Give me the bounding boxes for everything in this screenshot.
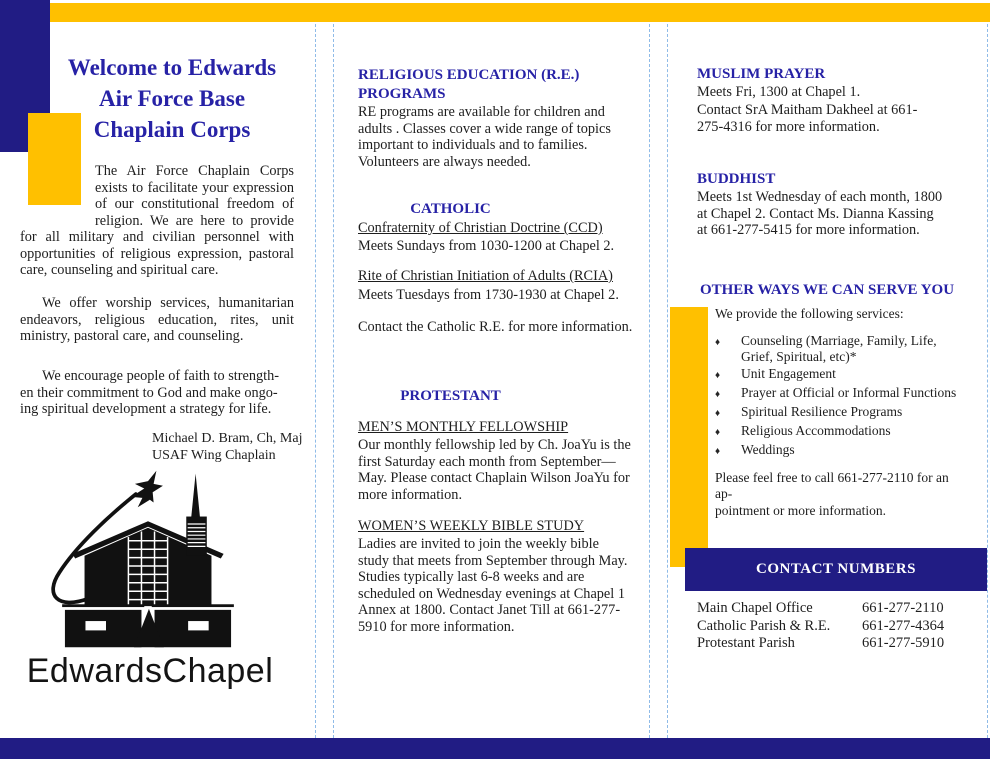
encourage-line: en their commitment to God and make ongo- (20, 384, 278, 401)
table-row (697, 600, 967, 618)
signature-name: Michael D. Bram, Ch, Maj (152, 431, 303, 446)
diamond-bullet-icon: ♦ (715, 370, 721, 381)
fold-line (315, 24, 316, 738)
ccd-title: Confraternity of Christian Doctrine (CCD) (358, 220, 603, 236)
top-gold-band (50, 3, 990, 22)
welcome-title-line: Air Force Base (98, 86, 246, 111)
fold-line (333, 24, 334, 738)
contact-numbers-table (697, 600, 967, 653)
appointment-note (715, 470, 957, 520)
contact-phone: 661-277-4364 (862, 617, 945, 634)
buddhist-heading: BUDDHIST (697, 171, 776, 187)
list-item (715, 423, 957, 442)
services-paragraph (20, 295, 294, 345)
bullet-text: Weddings (741, 442, 795, 457)
bullet-text: Counseling (Marriage, Family, Life, Grief, Spiritual, etc)* (741, 332, 937, 364)
list-item (715, 385, 957, 404)
re-programs-heading (358, 66, 634, 104)
list-item (715, 366, 957, 385)
rcia-body: Meets Tuesdays from 1730-1930 at Chapel 2. (358, 287, 619, 303)
bullet-text: Spiritual Resilience Programs (741, 404, 903, 419)
welcome-title (52, 52, 292, 145)
edwards-chapel-logo-icon (28, 468, 268, 650)
text-wrap-spacer (20, 163, 95, 215)
protestant-heading: PROTESTANT (400, 388, 501, 404)
other-ways-section (715, 306, 957, 564)
appointment-note-line: pointment or more information. (715, 502, 886, 518)
bullet-text: Religious Accommodations (741, 423, 891, 438)
catholic-heading: CATHOLIC (410, 201, 491, 217)
services-intro: We provide the following services: (715, 306, 904, 321)
logo-word-chapel: Chapel (162, 652, 274, 690)
bullet-text: Prayer at Official or Informal Functions (741, 385, 957, 400)
list-item (715, 442, 957, 461)
logo-word-edwards: Edwards (26, 652, 163, 690)
steeple-spire (191, 474, 200, 521)
diamond-bullet-icon: ♦ (715, 389, 721, 400)
womens-bible-study-body: Ladies are invited to join the weekly bible study that meets from September through May. Studies typically last 6-8 weeks and are scheduled on Wednesday evenings at Chapel 1 Annex at 1800. Contact Janet Till at 661-277-5910 for more information. (358, 536, 628, 635)
contact-phone: 661-277-5910 (862, 635, 945, 651)
diamond-bullet-icon: ♦ (715, 408, 721, 419)
encourage-paragraph (20, 368, 296, 418)
table-row (697, 635, 967, 653)
logo-wordmark (25, 652, 275, 691)
re-heading-line: PROGRAMS (358, 86, 446, 102)
re-heading-line: RELIGIOUS EDUCATION (R.E.) (358, 67, 580, 83)
contact-phone: 661-277-2110 (862, 600, 944, 616)
signature-block (152, 430, 302, 464)
contact-label: Main Chapel Office (697, 600, 813, 616)
mens-fellowship-body: Our monthly fellowship led by Ch. JoaYu is the first Saturday each month from September—May. Please contact Chaplain Wilson JoaYu for more information. (358, 437, 631, 503)
intro-paragraph-text: The Air Force Chaplain Corps exists to facilitate your expression of our constitutional freedom of religion. We are here to provide for all military and civilian personnel with opportunities of religious expression, pastoral care, counseling and spiritual care. (20, 163, 294, 278)
contact-label: Catholic Parish & R.E. (697, 617, 831, 634)
womens-bible-study-title: WOMEN’S WEEKLY BIBLE STUDY (358, 518, 585, 534)
mens-fellowship-title: MEN’S MONTHLY FELLOWSHIP (358, 419, 569, 435)
encourage-line: ing spiritual development a strategy for life. (20, 401, 272, 417)
services-bullet-list (715, 333, 957, 461)
encourage-line: We encourage people of faith to strength- (42, 368, 280, 384)
other-ways-heading: OTHER WAYS WE CAN SERVE YOU (699, 282, 955, 298)
welcome-title-line: Chaplain Corps (93, 117, 251, 142)
ccd-body: Meets Sundays from 1030-1200 at Chapel 2. (358, 238, 615, 254)
intro-paragraph (20, 163, 294, 279)
contact-label: Protestant Parish (697, 635, 795, 651)
muslim-prayer-heading: MUSLIM PRAYER (697, 66, 826, 82)
jet-icon (131, 471, 163, 507)
fold-line (649, 24, 650, 738)
diamond-bullet-icon: ♦ (715, 446, 721, 457)
muslim-prayer-line2: Contact SrA Maitham Dakheel at 661-275-4316 for more information. (697, 102, 918, 135)
list-item (715, 333, 957, 366)
services-paragraph-text: We offer worship services, humanitarian endeavors, religious education, rites, unit ministry, pastoral care, and counseling. (20, 295, 294, 344)
re-programs-body: RE programs are available for children and adults . Classes cover a wide range of topics important to individuals and to families. Volunteers are always needed. (358, 104, 611, 170)
welcome-title-line: Welcome to Edwards (67, 55, 277, 80)
footer-navy-bar (0, 738, 990, 759)
list-item (715, 404, 957, 423)
gold-side-bar (670, 307, 708, 567)
fold-line (667, 24, 668, 738)
diamond-bullet-icon: ♦ (715, 336, 721, 348)
catholic-note: Contact the Catholic R.E. for more information. (358, 319, 633, 335)
rcia-title: Rite of Christian Initiation of Adults (RCIA) (358, 268, 613, 284)
diamond-bullet-icon: ♦ (715, 427, 721, 438)
muslim-prayer-line1: Meets Fri, 1300 at Chapel 1. (697, 84, 861, 100)
table-row (697, 618, 967, 636)
appointment-note-line: Please feel free to call 661-277-2110 for an ap- (715, 469, 949, 501)
fold-line (987, 24, 988, 738)
signature-role: USAF Wing Chaplain (152, 448, 276, 463)
contact-numbers-bar (685, 548, 987, 591)
buddhist-body: Meets 1st Wednesday of each month, 1800 at Chapel 2. Contact Ms. Dianna Kassing at 661-277-5415 for more information. (697, 189, 943, 238)
bullet-text: Unit Engagement (741, 366, 836, 381)
contact-numbers-heading: CONTACT NUMBERS (756, 561, 916, 577)
